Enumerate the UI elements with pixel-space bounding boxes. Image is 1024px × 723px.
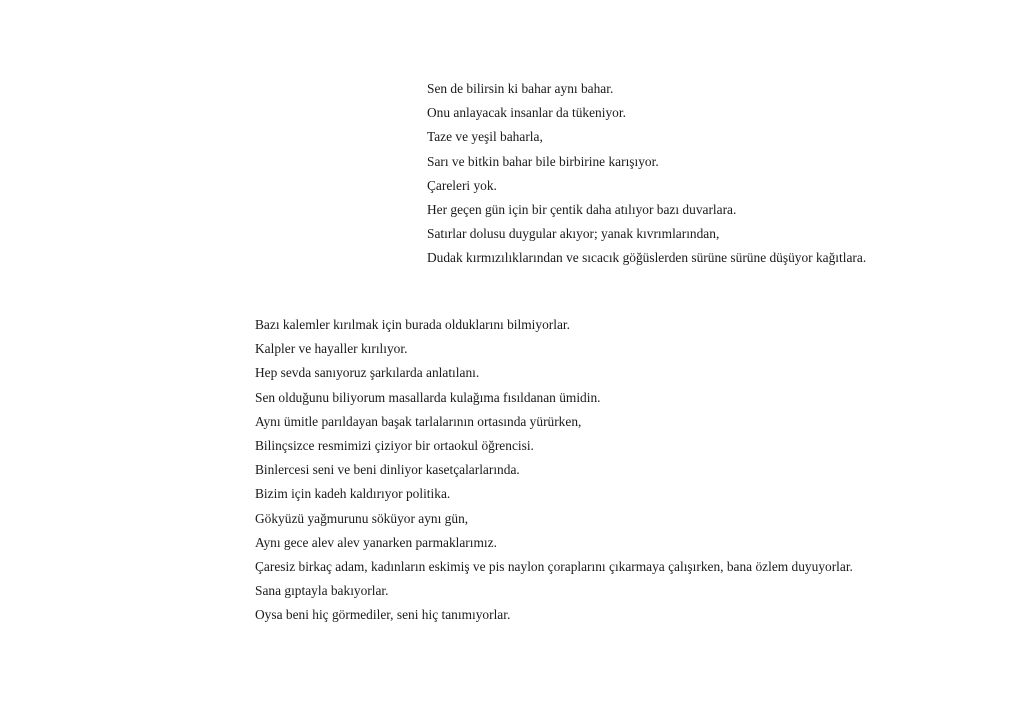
poem-line: Gökyüzü yağmurunu söküyor aynı gün,: [255, 510, 469, 526]
poem-line: Sen de bilirsin ki bahar aynı bahar.: [427, 81, 614, 96]
poem-line: Sen olduğunu biliyorum masallarda kulağıma fısıldanan ümidin.: [255, 389, 601, 405]
poem-line: Binlercesi seni ve beni dinliyor kasetçalarlarında.: [255, 462, 520, 478]
poem-line: Bazı kalemler kırılmak için burada olduklarını bilmiyorlar.: [255, 317, 570, 332]
poem-stanza-1: [427, 77, 866, 271]
poem-line: Çareleri yok.: [427, 177, 497, 193]
poem-line: Taze ve yeşil baharla,: [427, 129, 543, 145]
poem-line: Bilinçsizce resmimizi çiziyor bir ortaokul öğrencisi.: [255, 437, 534, 453]
poem-line: Her geçen gün için bir çentik daha atılıyor bazı duvarlara.: [427, 201, 737, 217]
poem-line: Kalpler ve hayaller kırılıyor.: [255, 341, 408, 357]
poem-line: Aynı gece alev alev yanarken parmaklarımız.: [255, 534, 497, 550]
poem-line: Sarı ve bitkin bahar bile birbirine karışıyor.: [427, 153, 659, 169]
poem-line: Oysa beni hiç görmediler, seni hiç tanımıyorlar.: [255, 607, 511, 623]
poem-line: Onu anlayacak insanlar da tükeniyor.: [427, 105, 626, 121]
poem-line: Dudak kırmızılıklarından ve sıcacık göğüslerden sürüne sürüne düşüyor kağıtlara.: [427, 250, 867, 266]
poem-line: Çaresiz birkaç adam, kadınların eskimiş ve pis naylon çoraplarını çıkarmaya çalışırken, bana özlem duyuyorlar.: [255, 558, 853, 574]
poem-stanza-2: [255, 313, 853, 627]
poem-line: Satırlar dolusu duygular akıyor; yanak kıvrımlarından,: [427, 226, 720, 242]
poem-line: Bizim için kadeh kaldırıyor politika.: [255, 486, 451, 502]
poem-line: Sana gıptayla bakıyorlar.: [255, 583, 389, 599]
poem-line: Aynı ümitle parıldayan başak tarlalarının ortasında yürürken,: [255, 413, 582, 429]
poem-line: Hep sevda sanıyoruz şarkılarda anlatılanı.: [255, 365, 480, 381]
